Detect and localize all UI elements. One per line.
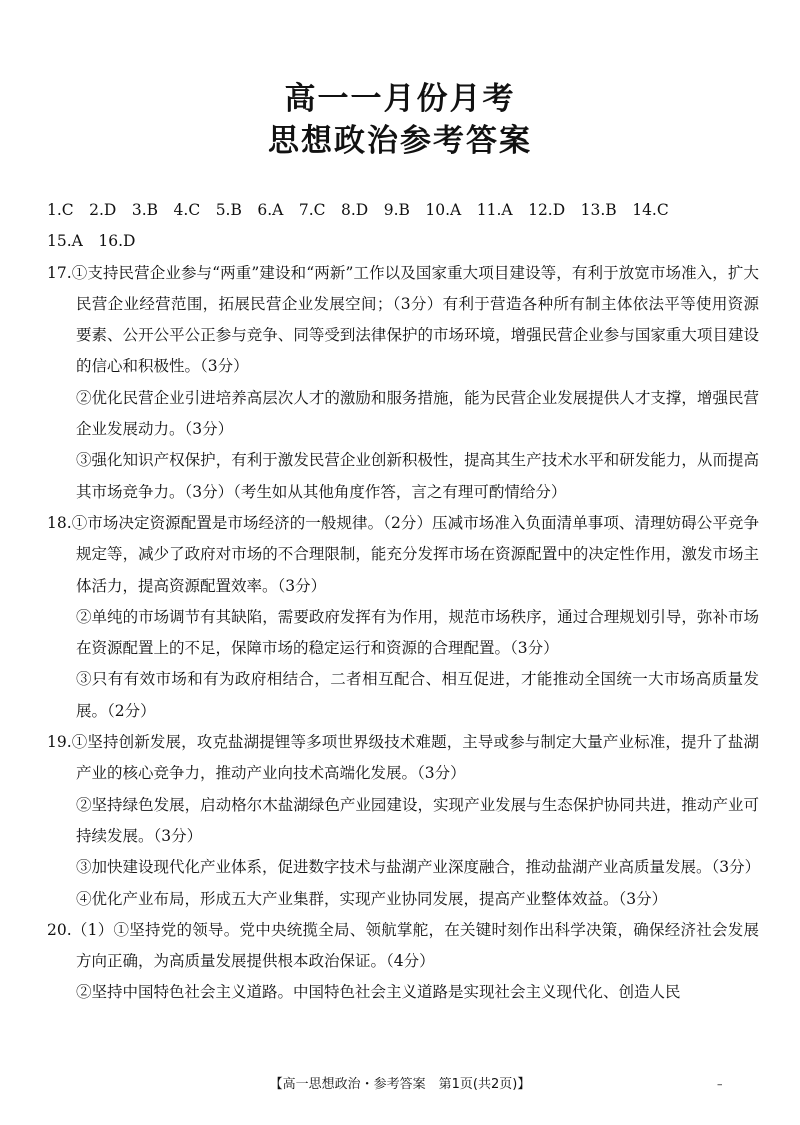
answer-title: 思想政治参考答案 xyxy=(268,123,532,159)
q20-point-1: 20.（1）①坚持党的领导。党中央统揽全局、领航掌舵，在关键时刻作出科学决策，确保经济社会发展方向正确，为高质量发展提供根本政治保证。（4分） xyxy=(47,920,759,971)
q19-point-1: 19.①坚持创新发展，攻克盐湖提锂等多项世界级技术难题，主导或参与制定大量产业标准，提升了盐湖产业的核心竞争力，推动产业向技术高端化发展。（3分） xyxy=(47,733,759,783)
exam-title: 高一一月份月考 xyxy=(284,81,516,117)
q18-point-3: ③只有有效市场和有为政府相结合，二者相互配合、相互促进，才能推动全国统一大市场高质量发展。（2分） xyxy=(76,670,759,720)
q18-point-2: ②单纯的市场调节有其缺陷，需要政府发挥有为作用，规范市场秩序，通过合理规划引导，弥补市场在资源配置上的不足，保障市场的稳定运行和资源的合理配置。（3分） xyxy=(76,607,759,658)
q17-point-2: ②优化民营企业引进培养高层次人才的激励和服务措施，能为民营企业发展提供人才支撑，增强民营企业发展动力。（3分） xyxy=(76,388,759,439)
q19-point-3: ③加快建设现代化产业体系，促进数字技术与盐湖产业深度融合，推动盐湖产业高质量发展。（3分） xyxy=(76,858,761,877)
q18-point-1: 18.①市场决定资源配置是市场经济的一般规律。（2分）压减市场准入负面清单事项、清理妨碍公平竞争规定等，减少了政府对市场的不合理限制，能充分发挥市场在资源配置中的决定性作用，激发市场主体活力，提高资源配置效率。（3分） xyxy=(47,513,759,595)
mc-answers-line-2: 15.A 16.D xyxy=(47,232,136,251)
page-footer: 【高一思想政治・参考答案 第1页(共2页)】 xyxy=(269,1077,531,1092)
q19-point-4: ④优化产业布局，形成五大产业集群，实现产业协同发展，提高产业整体效益。（3分） xyxy=(76,889,668,908)
q17-point-3: ③强化知识产权保护，有利于激发民营企业创新积极性，提高其生产技术水平和研发能力，从而提高其市场竞争力。（3分）（考生如从其他角度作答，言之有理可酌情给分） xyxy=(76,451,759,501)
mc-answers-line-1: 1.C 2.D 3.B 4.C 5.B 6.A 7.C 8.D 9.B 10.A 11.A 12.D 13.B 14.C xyxy=(47,201,669,219)
answer-content xyxy=(47,195,759,1009)
q19-point-2: ②坚持绿色发展，启动格尔木盐湖绿色产业园建设，实现产业发展与生态保护协同共进，推动产业可持续发展。（3分） xyxy=(76,795,759,845)
title-block xyxy=(0,78,800,162)
footer-mark: – xyxy=(717,1078,723,1091)
q17-point-1: 17.①支持民营企业参与“两重”建设和“两新”工作以及国家重大项目建设等，有利于放宽市场准入，扩大民营企业经营范围，拓展民营企业发展空间；（3分）有利于营造各种所有制主体依法平等使用资源要素、公开公平公正参与竞争、同等受到法律保护的市场环境，增强民营企业参与国家重大项目建设的信心和积极性。（3分） xyxy=(47,263,759,376)
q20-point-2: ②坚持中国特色社会主义道路。中国特色社会主义道路是实现社会主义现代化、创造人民 xyxy=(76,983,681,1002)
